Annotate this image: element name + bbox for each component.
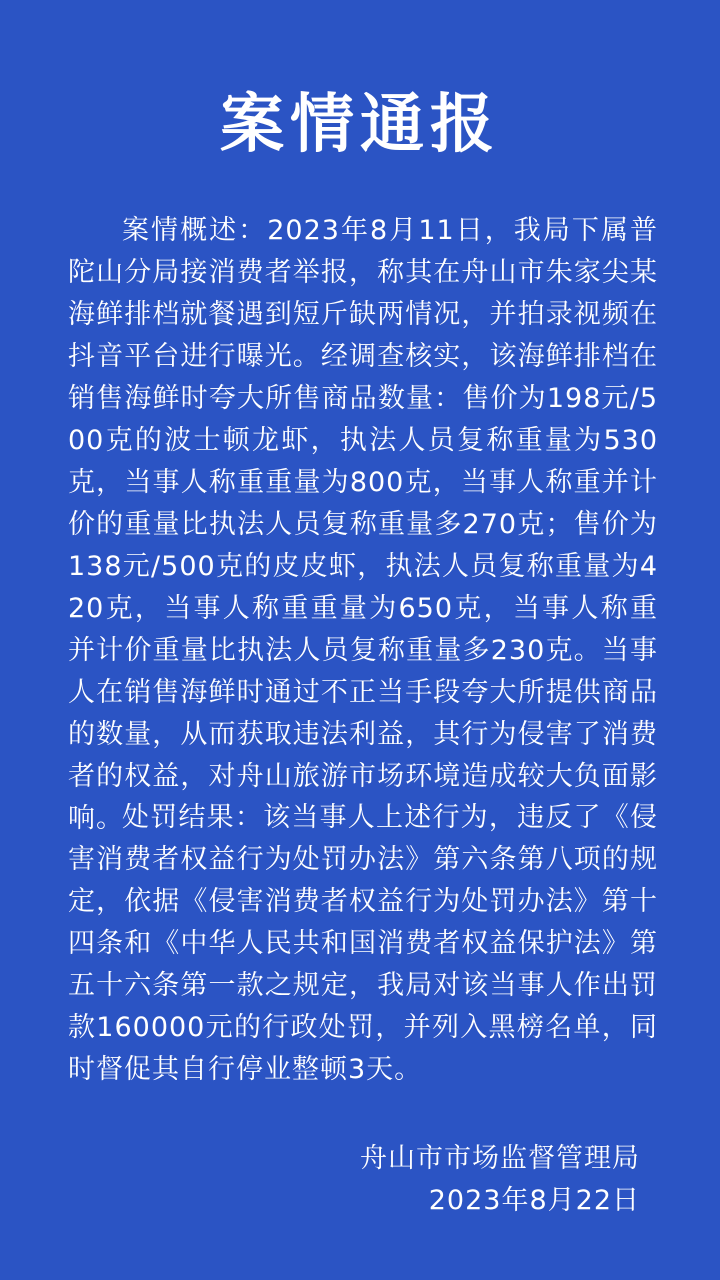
case-summary-paragraph: 案情概述：2023年8月11日，我局下属普陀山分局接消费者举报，称其在舟山市朱家尖某海鲜排档就餐遇到短斤缺两情况，并拍录视频在抖音平台进行曝光。经调查核实，该海鲜排档在销售海鲜时夸大所售商品数量：售价为198元/500克的波士顿龙虾，执法人员复称重量为530克，当事人称重重量为800克，当事人称重并计价的重量比执法人员复称重量多270克；售价为138元/500克的皮皮虾，执法人员复称重量为420克，当事人称重重量为650克，当事人称重并计价重量比执法人员复称重量多230克。当事人在销售海鲜时通过不正当手段夸大所提供商品的数量，从而获取违法利益，其行为侵害了消费者的权益，对舟山旅游市场环境造成较大负面影响。 <box>68 215 658 834</box>
page-title: 案情通报 <box>220 88 500 162</box>
case-summary-section <box>68 210 658 840</box>
penalty-result-paragraph: 处罚结果：该当事人上述行为，违反了《侵害消费者权益行为处罚办法》第六条第八项的规定，依据《侵害消费者权益行为处罚办法》第十四条和《中华人民共和国消费者权益保护法》第五十六条第一款之规定，我局对该当事人作出罚款160000元的行政处罚，并列入黑榜名单，同时督促其自行停业整顿3天。 <box>68 802 658 1085</box>
penalty-result-section <box>68 797 658 1091</box>
signature-block <box>360 1138 640 1222</box>
issue-date: 2023年8月22日 <box>428 1185 640 1216</box>
issuer-name: 舟山市市场监督管理局 <box>360 1143 640 1174</box>
